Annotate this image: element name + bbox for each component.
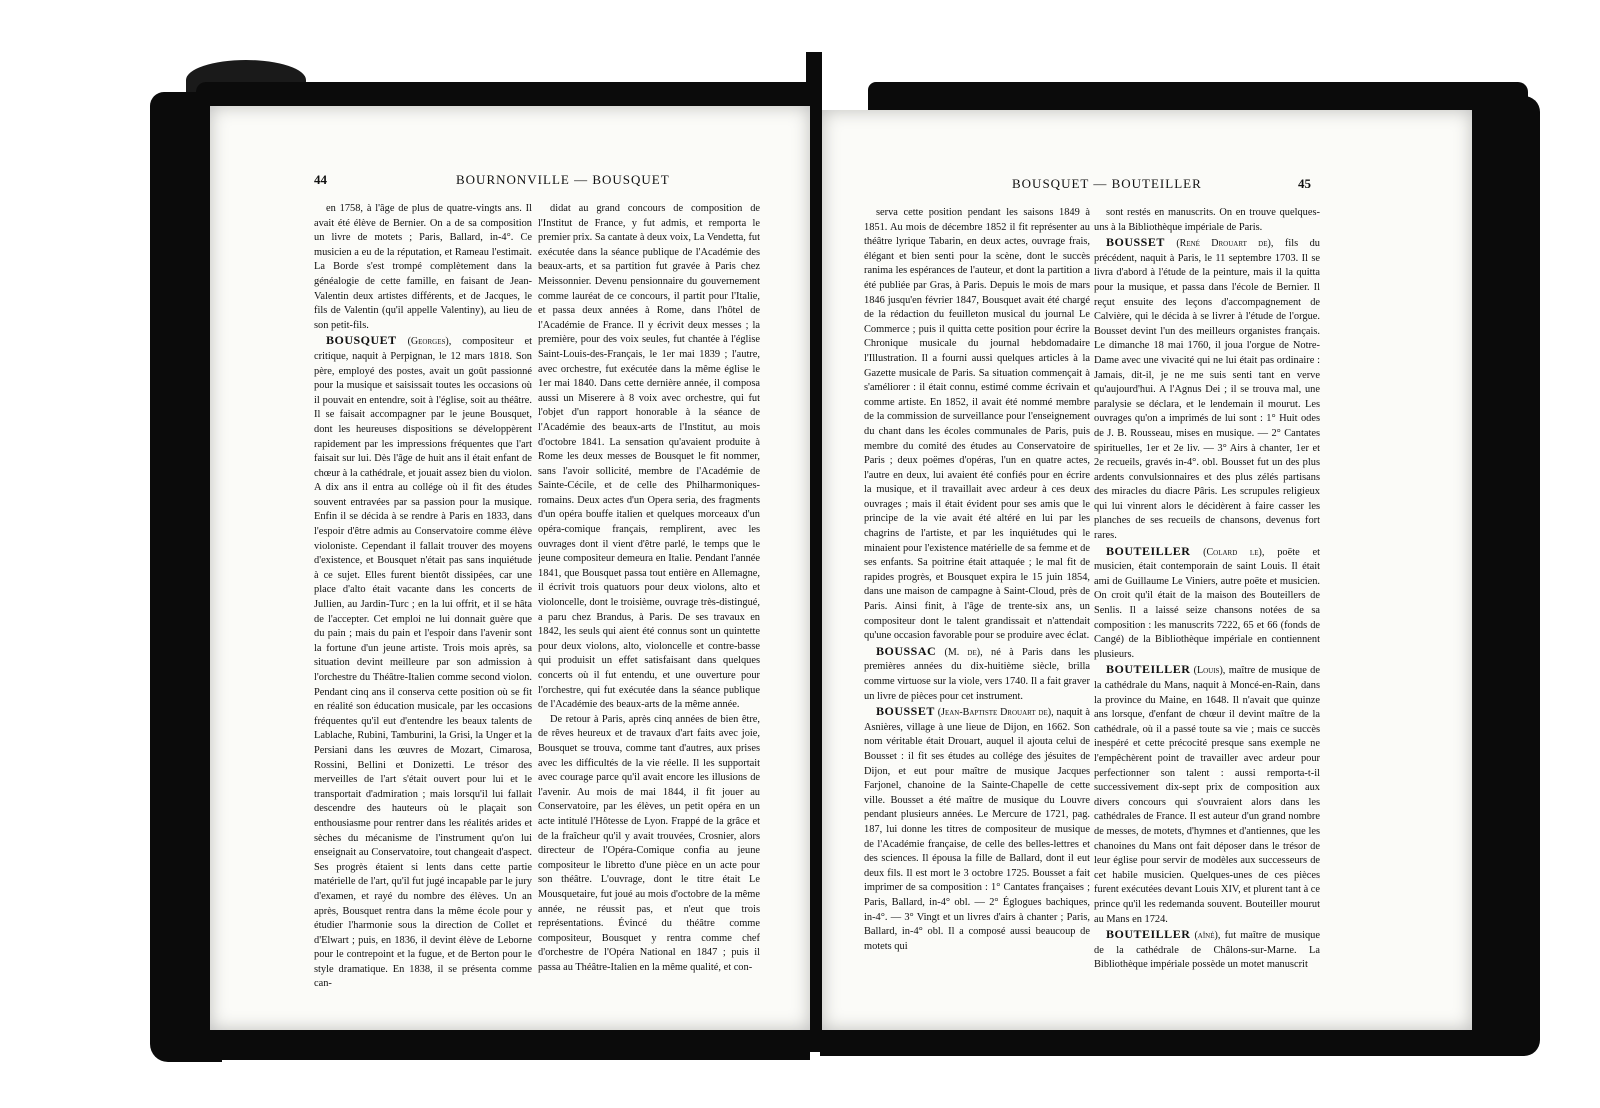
text-paragraph	[538, 713, 760, 976]
page-number: 44	[314, 172, 327, 187]
running-head: BOUSQUET — BOUTEILLER	[1012, 176, 1202, 191]
paragraph-text: didat au grand concours de composition de l'Institut de France, y fut admis, et remporta le premier prix. Sa cantate à deux voix, La Vendetta, fut exécutée dans la séance publique de l'Académie des beaux-arts, et sa partition fut gravée à Paris chez Meissonnier. Devenu pensionnaire du gouvernement comme lauréat de ce concours, il partit pour l'Italie, et passa deux années à Rome, dans l'hôtel de l'Académie de France. Il y écrivit deux messes ; la première, pour des voix seules, fut chantée à l'église Saint-Louis-des-Français, le 1er mai 1839 ; l'autre, avec orchestre, fut exécutée dans la même église le 1er mai 1840. Dans cette dernière année, il composa aussi un Miserere à 8 voix avec orchestre, qui fut l'objet d'un rapport honorable à la séance de l'Académie des beaux-arts de l'Institut, au mois d'octobre 1841. La sensation qu'avaient produite à Rome les deux messes de Bousquet le fit nommer, sans l'avoir sollicité, membre de l'Académie de Sainte-Cécile, et de celle des Philharmoniques-romains. Deux actes d'un Opera seria, des fragments d'un opéra bouffe italien et quelques morceaux d'un opéra-comique français, remplirent, avec les ouvrages dont il vient d'être parlé, le temps que le jeune compositeur demeura en Italie. Pendant l'année 1841, que Bousquet passa tout entière en Allemagne, il écrivit trois quatuors pour deux violons, alto et violoncelle, dont le troisième, ouvrage très-distingué, a paru chez Brandus, à Paris. De ses travaux en 1842, les seuls qui aient été connus sont un quintette pour deux violons, alto, violoncelle et contre-basse qui produisit un effet satisfaisant dans quelques concerts où il fut entendu, et une ouverture pour l'orchestre, qui fut exécutée dans la séance publique de l'Académie des beaux-arts de la même année.	[538, 203, 760, 711]
entry-headword: BOUSSET	[1106, 235, 1165, 250]
entry-forename: (M. de)	[944, 646, 981, 658]
text-column	[864, 206, 1090, 1026]
entry-forename: (Jean-Baptiste Drouart de)	[937, 707, 1052, 719]
paragraph-text: , fut maître de musique de la cathédrale de Châlons-sur-Marne. La Bibliothèque impériale possède un motet manuscrit	[1094, 930, 1320, 971]
text-paragraph	[864, 206, 1090, 644]
paragraph-text: sont restés en manuscrits. On en trouve quelques-uns à la Bibliothèque impériale de Paris.	[1094, 207, 1320, 233]
entry-headword: BOUTEILLER	[1106, 927, 1191, 942]
page-number: 45	[1298, 176, 1311, 191]
paragraph-text: , poëte et musicien, était contemporain de saint Louis. Il était ami de Guillaume Le Viniers, autre poëte et musicien. On croit qu'il était de la maison des Bouteillers de Senlis. Il a laissé seize chansons notées de sa composition : les manuscrits 7222, 65 et 66 (fonds de Cangé) de la Bibliothèque impériale en contiennent plusieurs.	[1094, 546, 1320, 660]
paragraph-text: , maître de musique de la cathédrale du Mans, naquit à Moncé-en-Rain, dans la province du Maine, en 1648. Il n'avait que quinze ans lorsque, d'enfant de chœur il devint maître de la cathédrale, où il a passé toute sa vie ; mais ce succès inespéré et cette précocité presque sans exemple ne l'empêchèrent point de travailler avec ardeur pour perfectionner son talent : aussi remporta-t-il successivement dix-sept prix de composition aux divers concours qui s'ouvraient alors dans les cathédrales de France. Il est auteur d'un grand nombre de messes, de motets, d'hymnes et d'antiennes, que les chanoines du Mans ont fait déposer dans le trésor de leur église pour servir de modèles aux successeurs de cet habile musicien. Quelques-unes de ces pièces furent exécutées devant Louis XIV, et plurent tant à ce prince qu'il les redemanda souvent. Bouteiller mourut au Mans en 1724.	[1094, 665, 1320, 925]
running-head: BOURNONVILLE — BOUSQUET	[456, 172, 670, 187]
entry-headword: BOUSQUET	[326, 333, 397, 348]
text-paragraph	[1094, 206, 1320, 235]
entry-forename: (aîné)	[1194, 930, 1218, 942]
text-column	[538, 202, 760, 1022]
entry-headword: BOUSSAC	[876, 643, 937, 658]
right-page	[822, 110, 1472, 1030]
entry-headword: BOUSSET	[876, 704, 935, 719]
text-paragraph	[538, 202, 760, 713]
scan-border-right	[1468, 96, 1540, 1056]
entry-paragraph	[1094, 662, 1320, 927]
paragraph-text: , fils du précédent, naquit à Paris, le 11 septembre 1703. Il se livra d'abord à l'étude de la peinture, mais il la quitta pour la musique, et passa dans l'école de Bernier. Il reçut ensuite des leçons d'accompagnement de Calvière, qui le décida à se livrer à l'étude de l'orgue. Bousset devint l'un des meilleurs organistes français. Le dimanche 18 mai 1760, il joua l'orgue de Notre-Dame avec une vivacité qui ne lui était pas ordinaire : Jamais, dit-il, je ne me suis senti tant en verve qu'aujourd'hui. A l'Agnus Dei ; il se trouva mal, une paralysie se déclara, et le lendemain il mourut. Les ouvrages qu'on a imprimés de lui sont : 1° Huit odes de J. B. Rousseau, mises en musique. — 2° Cantates spirituelles, 1er et 2e liv. — 3° Airs à chanter, 1er et 2e recueils, gravés in-4°. obl. Bousset fut un des plus ardents convulsionnaires et des plus zélés partisans des miracles du diacre Pâris. Les scrupules religieux qui lui vinrent alors le décidèrent à faire casser les planches de ses recueils de chansons, devenus fort rares.	[1094, 238, 1320, 542]
paragraph-text: serva cette position pendant les saisons 1849 à 1851. Au mois de décembre 1852 il fit représenter au théâtre lyrique Tabarin, en deux actes, ouvrage frais, élégant et bien senti pour la scène, dont le succès ranima les espérances de l'auteur, et dont la partition a été publiée par Gras, à Paris. Depuis le mois de mars 1846 jusqu'en février 1847, Bousquet avait été chargé de la rédaction du feuilleton musical du journal Le Commerce ; puis il quitta cette position pour écrire la Chronique musicale du journal hebdomadaire l'Illustration. Il a fourni aussi quelques articles à la Gazette musicale de Paris. Sa situation commençait à s'améliorer : il était connu, estimé comme écrivain et comme artiste. En 1852, il avait été nommé membre de la commission de surveillance pour l'enseignement du chant dans les écoles communales de Paris, puis membre du comité des études au Conservatoire de Paris ; deux poëmes d'opéras, l'un en quatre actes, l'autre en deux, lui avaient été confiés pour en écrire la musique, et il travaillait avec ardeur à ces deux ouvrages ; mais il était évident pour ses amis que le principe de la vie avait été altéré en lui par les chagrins de l'artiste, et par les inquiétudes qui le minaient pour l'existence matérielle de sa femme et de ses enfants. Sa poitrine était attaquée ; le mal fit de rapides progrès, et Bousquet expira le 15 juin 1854, dans une maison de campagne à Saint-Cloud, près de Paris. Ainsi finit, à l'âge de trente-six ans, un compositeur dont le talent grandissait et n'attendait qu'une occasion favorable pour se produire avec éclat.	[864, 207, 1090, 642]
entry-headword: BOUTEILLER	[1106, 662, 1191, 677]
paragraph-text: en 1758, à l'âge de plus de quatre-vingts ans. Il avait été élève de Bernier. On a de sa composition un livre de motets ; Paris, Ballard, in-4°. Ce musicien a eu de la réputation, et Rameau l'estimait. La Borde s'est trompé complètement dans la généalogie de cette famille, en faisant de Jean-Valentin deux artistes différents, et de Jacques, le fils de Valentin (qu'il appelle Valentiny), au lieu de son petit-fils.	[314, 203, 532, 331]
paragraph-text: , né à Paris dans les premières années du dix-huitième siècle, brilla comme virtuose sur la viole, vers 1740. Il a fait graver un livre de pièces pour cet instrument.	[864, 646, 1090, 702]
entry-forename: (Colard le)	[1203, 546, 1262, 558]
entry-paragraph	[864, 644, 1090, 704]
text-column	[1094, 206, 1320, 1026]
paragraph-text: , compositeur et critique, naquit à Perpignan, le 12 mars 1818. Son père, employé des postes, avait un goût passionné pour la musique et saisissait toutes les occasions où il pouvait en entendre, soit à l'église, soit au théâtre. Il se faisait accompagner par le jeune Bousquet, dont les heureuses dispositions se développèrent rapidement par les impressions fréquentes que l'art faisait sur lui. Dès l'âge de huit ans il était enfant de chœur à la cathédrale, et jouait assez bien du violon. A dix ans il entra au collége où il fit des études souvent entravées par sa passion pour la musique. Enfin il se décida à se rendre à Paris en 1833, dans l'espoir d'être admis au Conservatoire comme élève violoniste. Cependant il fallait trouver des moyens d'existence, et Bousquet n'était pas sans inquiétude à ce sujet. Elles furent bientôt dissipées, car une place d'alto était vacante dans les concerts de Jullien, au Jardin-Turc ; en la lui offrit, et il se hâta de l'accepter. Cet emploi ne lui donnait guère que du pain ; mais du pain et l'espoir dans l'avenir sont la fortune d'un jeune artiste. Trois mois après, sa situation devint meilleure par son admission à l'orchestre du Théâtre-Italien comme second violon. Pendant cinq ans il conserva cette position où se fit en réalité son éducation musicale, par les occasions fréquentes qu'il eut d'entendre les beaux talents de Lablache, Rubini, Tamburini, la Grisi, la Unger et la Persiani dans les œuvres de Mozart, Cimarosa, Rossini, Bellini et Donizetti. Le trésor des merveilles de l'art s'était ouvert pour lui et le transportait d'admiration ; mais lorsqu'il lui fallait descendre des hauteurs où le plaçait son enthousiasme pour rentrer dans les réalités arides et sèches du mécanisme de l'instrument qu'on lui enseignait au Conservatoire, tout changeait d'aspect. Ses progrès étaient si lents dans cette partie matérielle de l'art, qu'il fut jugé incapable par le jury d'examen, et rayé du nombre des élèves. Un an après, Bousquet rentra dans la même école pour y étudier l'harmonie sous la direction de Collet et d'Elwart ; puis, en 1836, il devint élève de Leborne pour le contrepoint et la fugue, et de Berton pour le style dramatique. En 1838, il se présenta comme can-	[314, 336, 532, 990]
entry-paragraph	[864, 704, 1090, 954]
entry-forename: (Louis)	[1193, 665, 1223, 677]
entry-paragraph	[1094, 544, 1320, 663]
entry-paragraph	[1094, 235, 1320, 543]
entry-forename: (Georges)	[407, 336, 449, 348]
entry-paragraph	[1094, 927, 1320, 973]
entry-headword: BOUTEILLER	[1106, 543, 1191, 558]
entry-forename: (René Drouart de)	[1176, 238, 1271, 250]
text-column	[314, 202, 532, 1022]
entry-paragraph	[314, 333, 532, 992]
paragraph-text: , naquit à Asnières, village à une lieue de Dijon, en 1662. Son nom véritable était Drouart, auquel il ajouta celui de Bousset : il fit ses études au collége des jésuites de Dijon, et eut pour maître de musique Jacques Farjonel, chanoine de la Sainte-Chapelle de cette ville. Bousset a été maître de musique du Louvre pendant plusieurs années. Le Mercure de 1721, pag. 187, lui donne les titres de compositeur de musique de l'Académie française, de celle des belles-lettres et des sciences. Il épousa la fille de Ballard, dont il eut deux fils. Il est mort le 3 octobre 1725. Bousset a fait imprimer de sa composition : 1° Cantates françaises ; Paris, Ballard, in-4° obl. — 2° Églogues bachiques, in-4°. — 3° Vingt et un livres d'airs à chanter ; Paris, Ballard, in-4° obl. Il a composé aussi beaucoup de motets qui	[864, 707, 1090, 952]
left-page	[210, 106, 810, 1030]
paragraph-text: De retour à Paris, après cinq années de bien être, de rêves heureux et de travaux d'art faits avec joie, Bousquet se trouva, comme tant d'autres, aux prises avec les difficultés de la vie réelle. Il les supportait avec courage parce qu'il avait encore les illusions de l'avenir. Au mois de mai 1844, il fit jouer au Conservatoire, par les élèves, un petit opéra en un acte intitulé l'Hôtesse de Lyon. Frappé de la grâce et de la fraîcheur qu'il y avait trouvées, Crosnier, alors directeur de l'Opéra-Comique confia au jeune compositeur le libretto d'une pièce en un acte pour son théâtre. L'ouvrage, dont le titre était Le Mousquetaire, fut joué au mois d'octobre de la même année, ne réussit pas, et n'eut que trois représentations. Évincé du théâtre comme compositeur, Bousquet y rentra comme chef d'orchestre de l'Opéra National en 1847 ; puis il passa au Théâtre-Italien en la même qualité, et con-	[538, 713, 760, 973]
text-paragraph	[314, 202, 532, 333]
